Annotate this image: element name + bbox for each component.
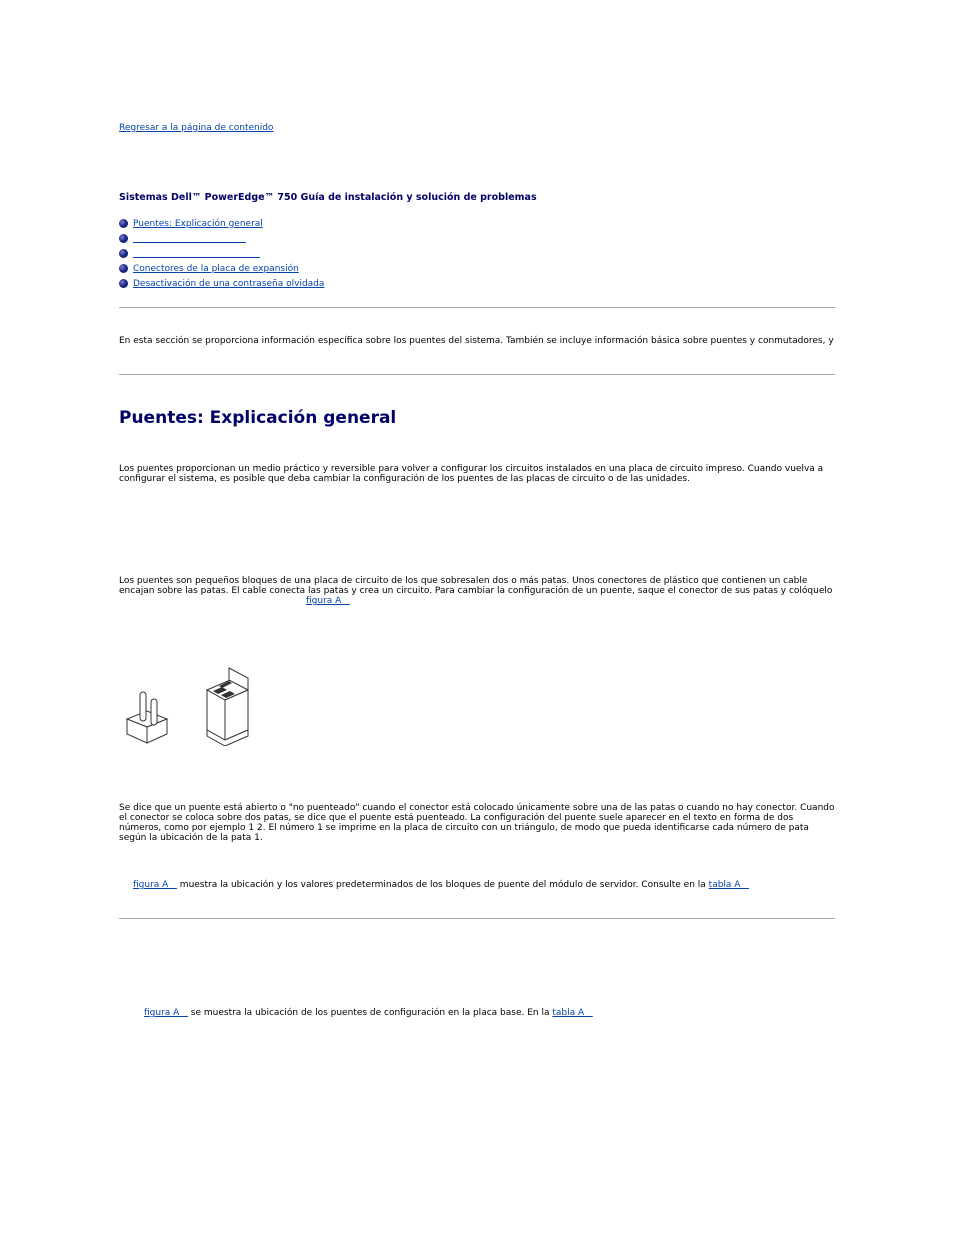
back-to-contents-link[interactable]: Regresar a la página de contenido — [119, 123, 274, 133]
section-heading: Puentes: Explicación general — [119, 408, 397, 428]
toc-item — [119, 231, 324, 246]
toc-item — [119, 261, 324, 276]
paragraph-line: Los puentes son pequeños bloques de una placa de circuito de los que sobresalen dos o más patas. Unos conectores de plástico que contienen un cable — [119, 576, 808, 586]
board-jumpers-text: se muestra la ubicación de los puentes de configuración en la placa base. En la — [190, 1008, 550, 1018]
jumper-illustration — [119, 664, 264, 746]
divider — [119, 918, 835, 919]
document-title: Sistemas Dell™ PowerEdge™ 750 Guía de instalación y solución de problemas — [119, 192, 537, 203]
toc-item — [119, 246, 324, 261]
bullet-icon — [119, 219, 128, 228]
bullet-icon — [119, 264, 128, 273]
bullet-icon — [119, 249, 128, 258]
toc-item — [119, 276, 324, 291]
paragraph-figure-reference — [133, 880, 835, 890]
paragraph-jumpers-description — [119, 576, 835, 606]
table-link[interactable]: tabla A — [708, 880, 741, 890]
bullet-icon — [119, 234, 128, 243]
paragraph-jumpers-purpose: Los puentes proporcionan un medio práctico y reversible para volver a configurar los circuitos instalados en una placa de circuito impreso. Cuando vuelva a configurar el sistema, es posible que deba cambiar la configuración de los puentes de las placas de circuito o de las unidades. — [119, 464, 824, 484]
intro-paragraph: En esta sección se proporciona información específica sobre los puentes del sistema. También se incluye información básica sobre puentes y conmutadores, y — [119, 336, 834, 346]
bullet-icon — [119, 279, 128, 288]
figure-link[interactable]: figura A — [306, 596, 342, 606]
toc-link-expansion-connectors[interactable]: Conectores de la placa de expansión — [133, 263, 299, 274]
toc-link-empty[interactable] — [133, 234, 246, 243]
toc-link-forgotten-password[interactable]: Desactivación de una contraseña olvidada — [133, 278, 325, 289]
paragraph-open-closed: Se dice que un puente está abierto o "no puenteado" cuando el conector está colocado únicamente sobre una de las patas o cuando no hay conector. Cuando el conector se coloca sobre dos patas, se dice que el puente está puenteado. La configuración del puente suele aparecer en el texto en forma de dos números, como por ejemplo 1 2. El número 1 se imprime en la placa de circuito con un triángulo, de modo que pueda identificarse cada número de pata según la ubicación de la pata 1. — [119, 803, 835, 843]
table-of-contents — [119, 216, 324, 291]
figure-link[interactable]: figura A — [133, 880, 169, 890]
divider — [119, 307, 835, 308]
toc-link-empty[interactable] — [133, 249, 260, 258]
paragraph-line: encajan sobre las patas. El cable conecta las patas y crea un circuito. Para cambiar la configuración de un puente, saque el conector de sus patas y colóquelo — [119, 586, 833, 596]
divider — [119, 374, 835, 375]
figure-reference-text: muestra la ubicación y los valores predeterminados de los bloques de puente del módulo de servidor. Consulte en la — [179, 880, 706, 890]
paragraph-board-jumpers — [144, 1008, 835, 1018]
toc-item — [119, 216, 324, 231]
figure-link[interactable]: figura A — [144, 1008, 180, 1018]
toc-link-jumpers-overview[interactable]: Puentes: Explicación general — [133, 218, 263, 229]
table-link[interactable]: tabla A — [552, 1008, 585, 1018]
